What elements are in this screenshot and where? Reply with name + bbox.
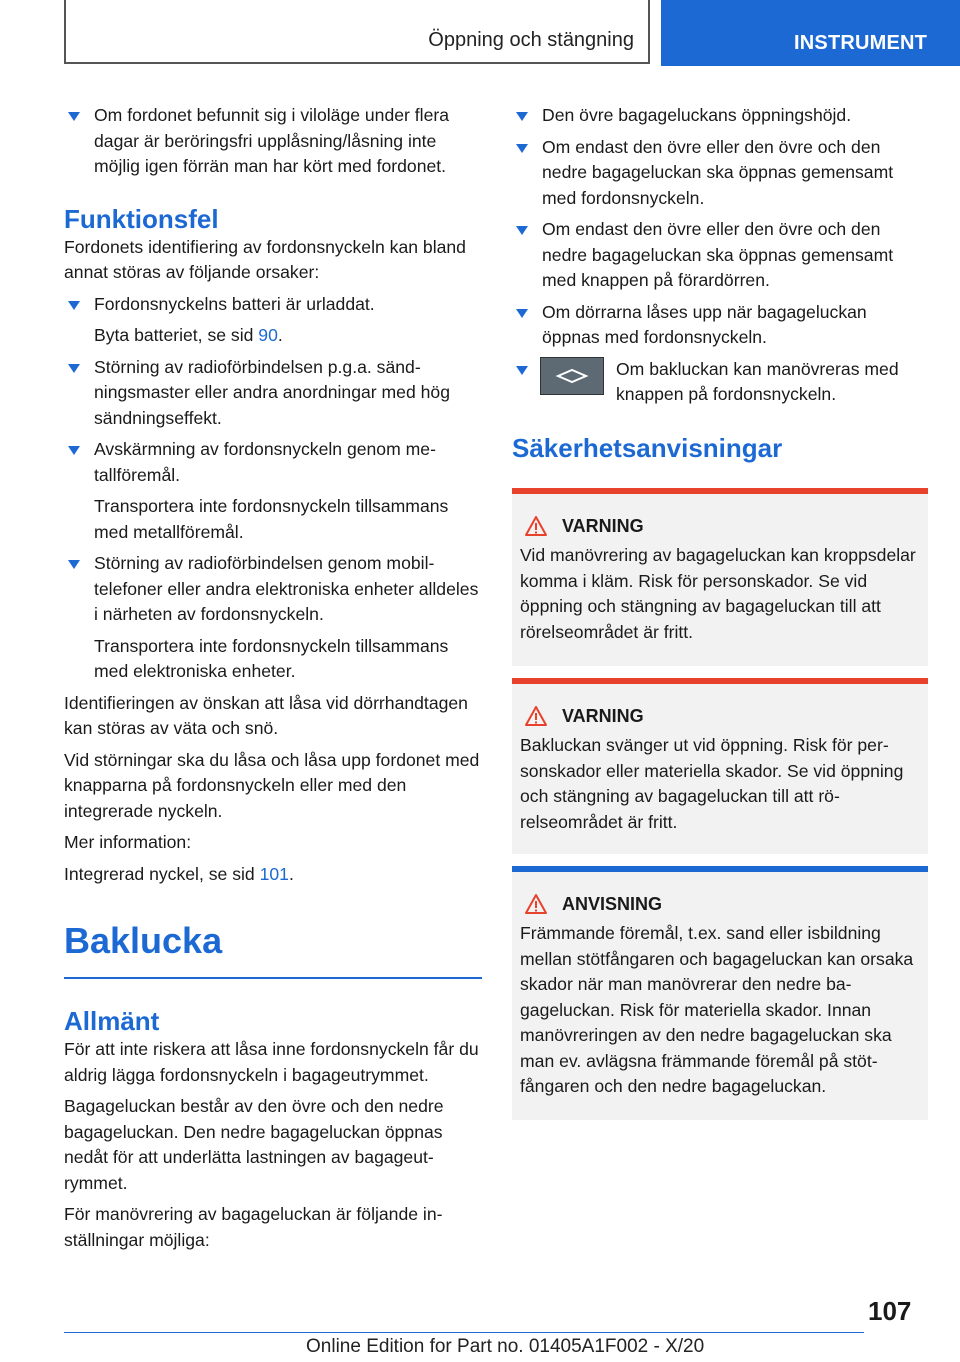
list-item-sub: Transportera inte fordonsnyckeln tillsammans med elektroniska enheter. <box>94 635 449 681</box>
page-link[interactable]: 101 <box>259 863 289 884</box>
list-item: Den övre bagageluckans öppningshöjd. <box>512 103 928 129</box>
notice-title: ANVISNING <box>520 892 918 918</box>
paragraph: För att inte riskera att låsa inne fordonsnyckeln får du aldrig lägga fordonsnyckeln i bagageutrymmet. <box>64 1039 479 1085</box>
warning-triangle-icon <box>524 893 548 915</box>
warning-text: Vid manövrering av bagageluckan kan kroppsdelar komma i kläm. Risk för personskador. Se vid öppning och stängning av bagageluckan till att rörelseområdet är fritt. <box>520 545 916 642</box>
chapter-title: INSTRUMENT <box>794 32 928 54</box>
heading-baklucka: Baklucka <box>64 920 223 961</box>
page-link[interactable]: 90 <box>258 325 278 345</box>
tailgate-button-icon <box>540 357 604 395</box>
list-item: Om dörrarna låses upp när bagageluckan öppnas med fordonsnyckeln. <box>512 300 928 351</box>
list-item: Fordonsnyckelns batteri är urladdat. <box>64 292 482 318</box>
list-item: Störning av radioförbindelsen p.g.a. sändningsmaster eller andra anordningar med hög sändningseffekt. <box>64 355 482 432</box>
list-item: Om fordonet befunnit sig i viloläge under flera dagar är beröringsfri upplåsning/låsning inte möjlig igen förrän man har kört med fordonet. <box>64 103 482 180</box>
list-item: Om endast den övre eller den övre och den nedre bagageluckan ska öppnas gemensamt med knappen på förardörren. <box>512 217 928 294</box>
paragraph: Identifieringen av önskan att låsa vid dörrhandtagen kan störas av väta och snö. <box>64 692 468 738</box>
notice-box <box>512 866 928 1120</box>
warning-title: VARNING <box>520 514 918 540</box>
heading-funktionsfel: Funktionsfel <box>64 203 219 234</box>
warning-box <box>512 678 928 854</box>
warning-box <box>512 488 928 666</box>
warning-title: VARNING <box>520 704 918 730</box>
list-item: Störning av radioförbindelsen genom mobiltelefoner eller andra elektroniska enheter alldeles i närheten av fordonsnyckeln. <box>64 551 482 628</box>
paragraph: Mer information: <box>64 832 192 852</box>
warning-bar <box>512 488 928 494</box>
header-chapter-tab[interactable] <box>661 0 960 66</box>
page-number: 107 <box>868 1296 912 1326</box>
divider <box>64 977 482 979</box>
paragraph: Vid störningar ska du låsa och låsa upp fordonet med knapparna på fordonsnyckeln eller med den integrerade nyckeln. <box>64 749 480 821</box>
warning-triangle-icon <box>524 515 548 537</box>
left-column <box>64 103 482 1253</box>
list-item: Avskärmning av fordonsnyckeln genom metallföremål. <box>64 437 482 488</box>
header-section-title <box>64 0 650 64</box>
list-item: Om endast den övre eller den övre och den nedre bagageluckan ska öppnas gemensamt med fordonsnyckeln. <box>512 135 928 212</box>
list-item-sub: Transportera inte fordonsnyckeln tillsammans med metallföremål. <box>94 496 449 542</box>
list-item: Om bakluckan kan manövreras med knappen på fordonsnyckeln. <box>512 357 928 408</box>
paragraph: För manövrering av bagageluckan är följande inställningar möjliga: <box>64 1204 443 1250</box>
notice-bar <box>512 866 928 872</box>
paragraph: Integrerad nyckel, se sid 101. <box>64 863 294 884</box>
heading-allmant: Allmänt <box>64 1006 160 1036</box>
heading-safety: Säkerhetsanvisningar <box>512 432 783 463</box>
warning-bar <box>512 678 928 684</box>
footer-edition: Online Edition for Part no. 01405A1F002 - X/20 <box>306 1336 705 1357</box>
right-column <box>512 103 928 1120</box>
notice-text: Främmande föremål, t.ex. sand eller isbildning mellan stötfångaren och bagageluckan kan orsaka skador när man manövrerar den nedre bagageluckan. Risk för materiella skador. Innan manövreringen av den nedre bagageluckan ska man ev. avlägsna främmande föremål på stötfångaren och den nedre bagageluckan. <box>520 923 914 1096</box>
warning-triangle-icon <box>524 705 548 727</box>
paragraph: Fordonets identifiering av fordonsnyckeln kan bland annat störas av följande orsaker: <box>64 236 466 282</box>
section-title: Öppning och stängning <box>428 29 634 51</box>
list-item-sub: Byta batteriet, se sid 90. <box>94 325 283 345</box>
footer-divider <box>64 1332 864 1333</box>
warning-text: Bakluckan svänger ut vid öppning. Risk för personskador eller materiella skador. Se vid öppning och stängning av bagageluckan till att rörelseområdet är fritt. <box>520 735 904 832</box>
paragraph: Bagageluckan består av den övre och den nedre bagageluckan. Den nedre bagageluckan öppnas nedåt för att underlätta lastningen av bagageutrymmet. <box>64 1096 444 1193</box>
